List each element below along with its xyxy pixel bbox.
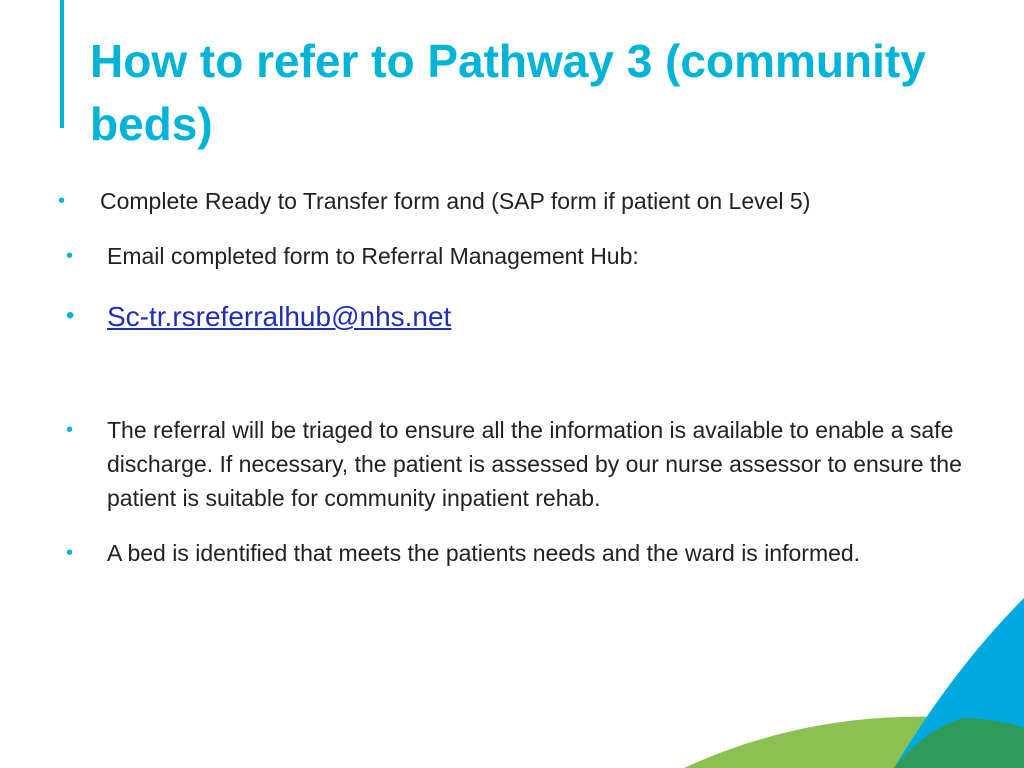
bullet-text: Complete Ready to Transfer form and (SAP form if patient on Level 5)	[100, 188, 811, 214]
bullet-item-3	[66, 297, 967, 337]
title-accent-bar	[60, 0, 64, 128]
bullet-dot-icon: •	[66, 419, 74, 441]
referral-hub-email-link[interactable]: Sc-tr.rsreferralhub@nhs.net	[107, 301, 452, 332]
slide-title: How to refer to Pathway 3 (community beds)	[90, 35, 926, 150]
bullet-dot-icon: •	[66, 245, 74, 267]
bullet-item-5	[66, 536, 867, 570]
bullet-text: Email completed form to Referral Management Hub:	[107, 243, 639, 269]
corner-swoosh-icon	[564, 598, 1024, 768]
bullet-dot-icon: •	[58, 190, 66, 212]
bullet-dot-icon: •	[66, 302, 75, 329]
bullet-item-4	[66, 413, 967, 515]
bullet-dot-icon: •	[66, 542, 74, 564]
bullet-item-2	[66, 239, 967, 273]
bullet-item-1	[58, 184, 960, 218]
bullet-text: A bed is identified that meets the patients needs and the ward is informed.	[107, 540, 861, 566]
bullet-text: The referral will be triaged to ensure all the information is available to enable a safe discharge. If necessary, the patient is assessed by our nurse assessor to ensure the patient is suitable for community inpatient rehab.	[107, 417, 962, 511]
